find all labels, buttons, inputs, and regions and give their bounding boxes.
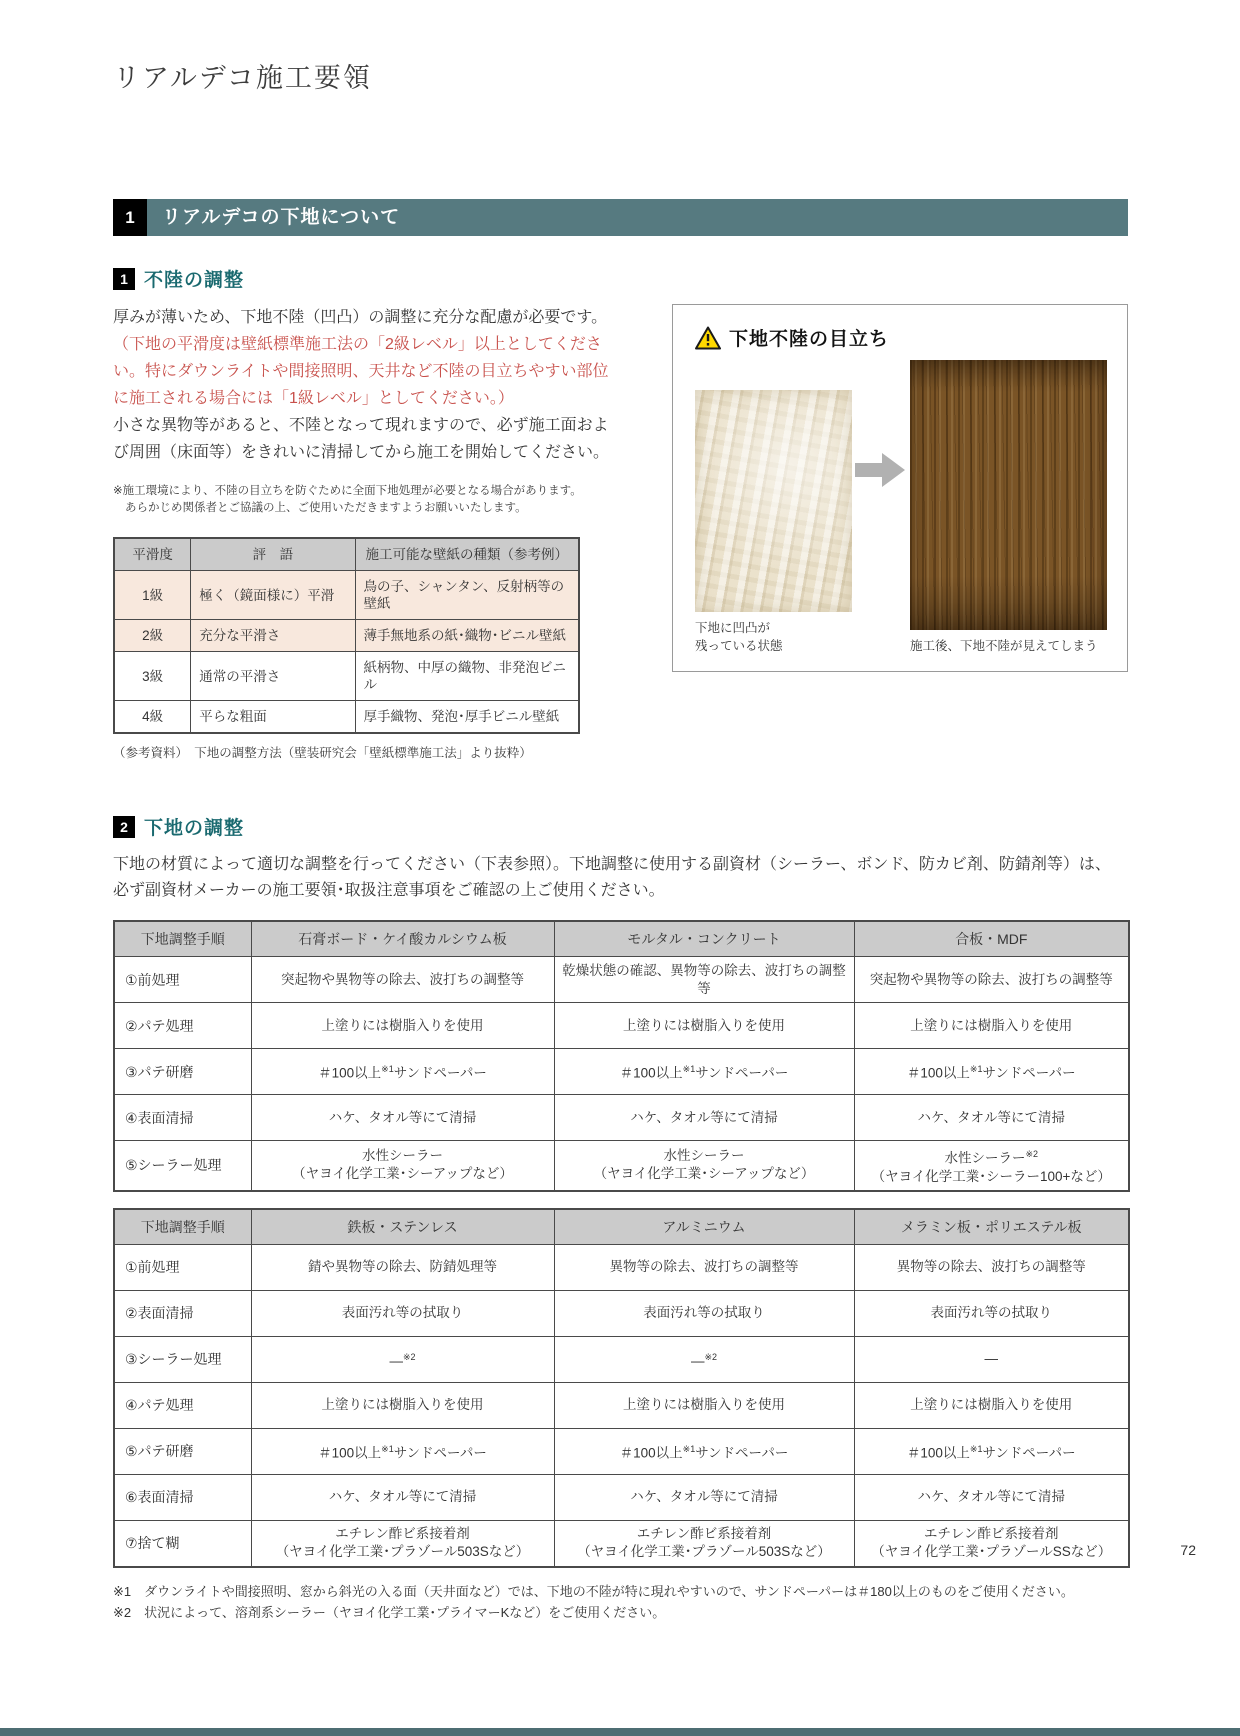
table-row (114, 1244, 1129, 1290)
section-banner (113, 199, 1128, 236)
note-line: あらかじめ関係者とご協議の上、ご使用いただきますようお願いいたします。 (125, 502, 527, 514)
table-cell: 表面汚れ等の拭取り (251, 1290, 554, 1336)
table-cell: ＃100以上$^{※1}$サンドペーパー (854, 1049, 1129, 1095)
body-paragraph: 厚みが薄いため、下地不陸（凹凸）の調整に充分な配慮が必要です。 (113, 309, 608, 326)
row-label: ⑦捨て糊 (114, 1520, 251, 1567)
column-header: 下地調整手順 (114, 1209, 251, 1245)
plaster-before-image (695, 390, 852, 612)
column-header: 下地調整手順 (114, 921, 251, 957)
table-cell: ＃100以上$^{※1}$サンドペーパー (251, 1049, 554, 1095)
row-label: ④パテ処理 (114, 1382, 251, 1428)
figure-title: 下地不陸の目立ち (729, 329, 890, 350)
column-header: 評 語 (191, 538, 355, 571)
caption-line: 下地に凹凸が (695, 621, 771, 635)
body-paragraph-warning: （下地の平滑度は壁紙標準施工法の「2級レベル」以上としてください。特にダウンライトや間接照明、天井など不陸の目立ちやすい部位に施工される場合には「1級レベル」としてください。） (113, 336, 609, 407)
table-cell: —$^{※2}$ (251, 1336, 554, 1382)
column-header: 鉄板・ステンレス (251, 1209, 554, 1245)
table-cell: 水性シーラー （ヤヨイ化学工業･シーアップなど） (251, 1141, 554, 1191)
column-header: 施工可能な壁紙の種類（参考例） (355, 538, 579, 571)
footnote: ※2 状況によって、溶剤系シーラー（ヤヨイ化学工業･プライマーKなど）をご使用ください。 (113, 1604, 666, 1620)
table-cell: 突起物や異物等の除去、波打ちの調整等 (251, 957, 554, 1003)
table-row (114, 1520, 1129, 1567)
table-cell: ＃100以上$^{※1}$サンドペーパー (854, 1428, 1129, 1474)
subsection-heading-2 (113, 813, 1128, 840)
note-line: ※施工環境により、不陸の目立ちを防ぐために全面下地処理が必要となる場合があります。 (113, 485, 582, 497)
caption-line: 残っている状態 (695, 639, 783, 653)
intro-line: 下地の材質によって適切な調整を行ってください（下表参照）。下地調整に使用する副資材（シーラー、ボンド、防カビ剤、防錆剤等）は、 (113, 856, 1111, 873)
table-row (114, 1336, 1129, 1382)
table-cell: 通常の平滑さ (191, 652, 355, 701)
table-cell: 水性シーラー$^{※2}$ （ヤヨイ化学工業･シーラー100+など） (854, 1141, 1129, 1191)
row-label: ③パテ研磨 (114, 1049, 251, 1095)
table-cell: 上塗りには樹脂入りを使用 (251, 1003, 554, 1049)
table-cell: 表面汚れ等の拭取り (854, 1290, 1129, 1336)
table-row (114, 1474, 1129, 1520)
warning-triangle-icon (695, 326, 721, 350)
table-cell: 異物等の除去、波打ちの調整等 (554, 1244, 854, 1290)
table-cell: ＃100以上$^{※1}$サンドペーパー (554, 1049, 854, 1095)
intro-line: 必ず副資材メーカーの施工要領･取扱注意事項をご確認の上ご使用ください。 (113, 882, 665, 899)
column-header: 合板・MDF (854, 921, 1129, 957)
row-label: ①前処理 (114, 957, 251, 1003)
body-paragraph: 小さな異物等があると、不陸となって現れますので、必ず施工面および周囲（床面等）をきれいに清掃してから施工を開始してください。 (113, 417, 610, 461)
table-cell: 上塗りには樹脂入りを使用 (554, 1003, 854, 1049)
table-cell: ハケ、タオル等にて清掃 (554, 1095, 854, 1141)
column-header: メラミン板・ポリエステル板 (854, 1209, 1129, 1245)
table-row (114, 652, 579, 701)
table-cell: 表面汚れ等の拭取り (554, 1290, 854, 1336)
table-cell: ハケ、タオル等にて清掃 (251, 1474, 554, 1520)
row-label: 3級 (114, 652, 191, 701)
row-label: ③シーラー処理 (114, 1336, 251, 1382)
row-label: ②表面清掃 (114, 1290, 251, 1336)
table-row (114, 1382, 1129, 1428)
figure-caption-after: 施工後、下地不陸が見えてしまう (910, 639, 1098, 653)
table-cell: エチレン酢ビ系接着剤 （ヤヨイ化学工業･プラゾール503Sなど） (554, 1520, 854, 1567)
table-cell: — (854, 1336, 1129, 1382)
left-column (113, 304, 613, 761)
table-cell: エチレン酢ビ系接着剤 （ヤヨイ化学工業･プラゾール503Sなど） (251, 1520, 554, 1567)
table-cell: 水性シーラー （ヤヨイ化学工業･シーアップなど） (554, 1141, 854, 1191)
table-cell: ハケ、タオル等にて清掃 (854, 1474, 1129, 1520)
table-cell: 極く（鏡面様に）平滑 (191, 571, 355, 620)
column-header: アルミニウム (554, 1209, 854, 1245)
bottom-edge-bar (0, 1728, 1240, 1736)
table-row (114, 620, 579, 652)
table-cell: 上塗りには樹脂入りを使用 (854, 1003, 1129, 1049)
subsection-number-badge: 2 (113, 816, 135, 838)
table-row (114, 701, 579, 734)
table-cell: 薄手無地系の紙･織物･ビニル壁紙 (355, 620, 579, 652)
subsection-title: 不陸の調整 (144, 270, 245, 291)
right-arrow-icon (855, 451, 905, 489)
table-row (114, 1049, 1129, 1095)
row-label: ①前処理 (114, 1244, 251, 1290)
table-cell: 突起物や異物等の除去、波打ちの調整等 (854, 957, 1129, 1003)
table-cell: 紙柄物、中厚の織物、非発泡ビニル (355, 652, 579, 701)
smoothness-table (113, 537, 580, 734)
table-cell: —$^{※2}$ (554, 1336, 854, 1382)
table-cell: ハケ、タオル等にて清掃 (854, 1095, 1129, 1141)
table-cell: 充分な平滑さ (191, 620, 355, 652)
table-row (114, 1428, 1129, 1474)
table-cell: 上塗りには樹脂入りを使用 (554, 1382, 854, 1428)
row-label: ②パテ処理 (114, 1003, 251, 1049)
header-row (114, 1209, 1129, 1245)
subsection-title: 下地の調整 (144, 818, 245, 839)
table-cell: 上塗りには樹脂入りを使用 (251, 1382, 554, 1428)
wood-after-image (910, 360, 1107, 630)
table-cell: ハケ、タオル等にて清掃 (554, 1474, 854, 1520)
table-caption: （参考資料） 下地の調整方法（壁装研究会「壁紙標準施工法」より抜粋） (113, 746, 532, 760)
table-cell: 平らな粗面 (191, 701, 355, 734)
table-row (114, 1095, 1129, 1141)
table-cell: ＃100以上$^{※1}$サンドペーパー (554, 1428, 854, 1474)
row-label: ⑥表面清掃 (114, 1474, 251, 1520)
row-label: 4級 (114, 701, 191, 734)
footnote: ※1 ダウンライトや間接照明、窓から斜光の入る面（天井面など）では、下地の不陸が特に現れやすいので、サンドペーパーは＃180以上のものをご使用ください。 (113, 1583, 1074, 1599)
page-number: 72 (1180, 1542, 1196, 1558)
section-number-badge: 1 (113, 199, 147, 236)
header-row (114, 538, 579, 571)
figure-box (672, 304, 1128, 672)
row-label: 1級 (114, 571, 191, 620)
column-header: 平滑度 (114, 538, 191, 571)
row-label: ⑤シーラー処理 (114, 1141, 251, 1191)
section-title: リアルデコの下地について (147, 199, 1128, 236)
table-cell: ＃100以上$^{※1}$サンドペーパー (251, 1428, 554, 1474)
table-cell: 異物等の除去、波打ちの調整等 (854, 1244, 1129, 1290)
row-label: 2級 (114, 620, 191, 652)
substrate-adjust-table-1 (113, 920, 1130, 1192)
table-cell: エチレン酢ビ系接着剤 （ヤヨイ化学工業･プラゾールSSなど） (854, 1520, 1129, 1567)
table-row (114, 957, 1129, 1003)
figure-title-row (695, 324, 1107, 351)
table-cell: 鳥の子、シャンタン、反射柄等の壁紙 (355, 571, 579, 620)
note (113, 483, 613, 517)
row-label: ④表面清掃 (114, 1095, 251, 1141)
table-cell: 乾燥状態の確認、異物等の除去、波打ちの調整等 (554, 957, 854, 1003)
table-cell: 厚手織物、発泡･厚手ビニル壁紙 (355, 701, 579, 734)
subsection-number-badge: 1 (113, 268, 135, 290)
header-row (114, 921, 1129, 957)
subsection-heading-1 (113, 265, 1128, 292)
table-row (114, 1003, 1129, 1049)
column-header: モルタル・コンクリート (554, 921, 854, 957)
row-label: ⑤パテ研磨 (114, 1428, 251, 1474)
footnotes (113, 1581, 1128, 1623)
column-header: 石膏ボード・ケイ酸カルシウム板 (251, 921, 554, 957)
table-row (114, 1141, 1129, 1191)
table-row (114, 571, 579, 620)
table-cell: 上塗りには樹脂入りを使用 (854, 1382, 1129, 1428)
table-cell: 錆や異物等の除去、防錆処理等 (251, 1244, 554, 1290)
intro-paragraph (113, 852, 1128, 904)
table-row (114, 1290, 1129, 1336)
figure-caption-before (695, 619, 852, 655)
page-title: リアルデコ施工要領 (113, 63, 372, 93)
substrate-adjust-table-2 (113, 1208, 1130, 1568)
table-cell: ハケ、タオル等にて清掃 (251, 1095, 554, 1141)
